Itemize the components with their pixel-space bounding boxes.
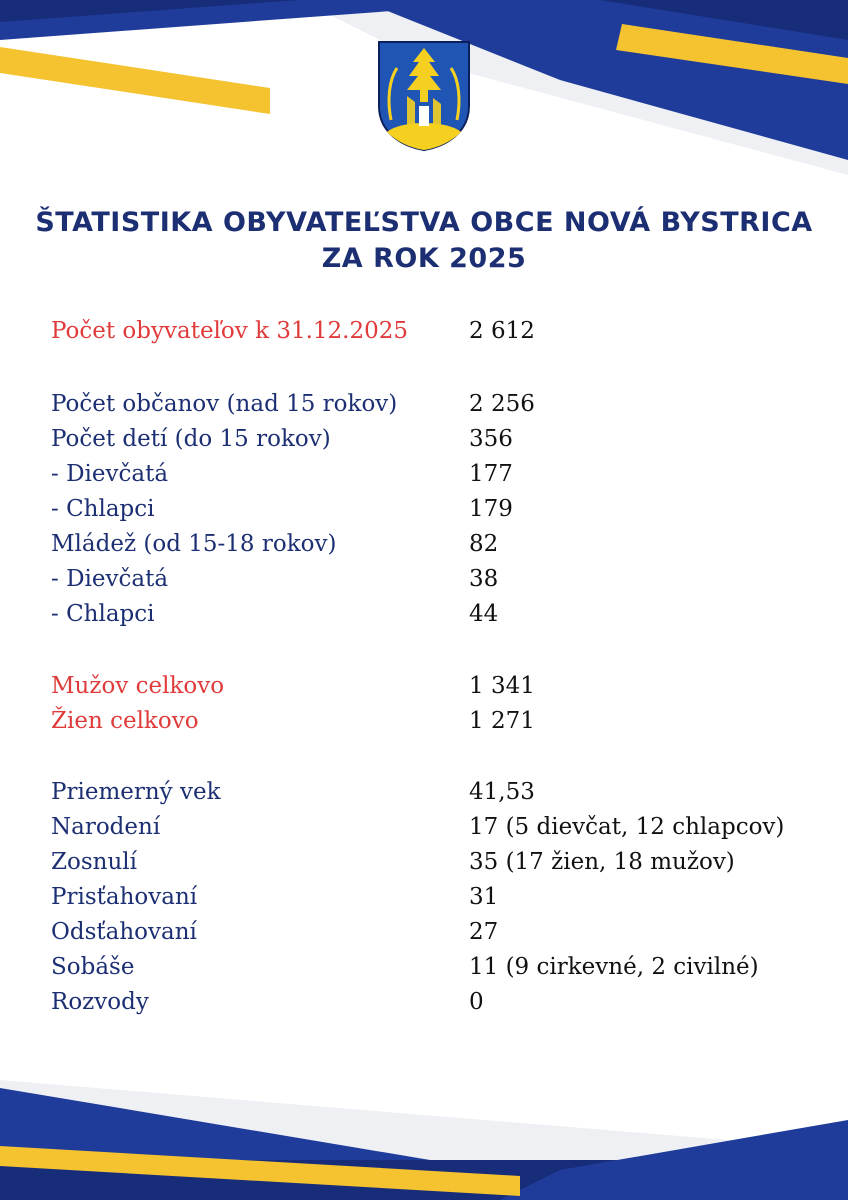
stat-value: 2 612	[469, 318, 535, 344]
stat-row	[51, 919, 811, 954]
stat-row	[51, 496, 811, 531]
stat-label: - Chlapci	[51, 496, 155, 522]
stat-row	[51, 673, 811, 708]
stat-value: 17 (5 dievčat, 12 chlapcov)	[469, 814, 785, 840]
top-right-yellow-bar	[616, 24, 848, 84]
stat-row	[51, 318, 811, 353]
stat-row	[51, 391, 811, 426]
bottom-dark-band	[0, 1160, 848, 1200]
stat-row	[51, 566, 811, 601]
stat-value: 82	[469, 531, 499, 557]
stat-value: 1 341	[469, 673, 535, 699]
top-right-dark-band	[600, 0, 848, 40]
stat-row	[51, 814, 811, 849]
bottom-right-blue-band	[500, 1120, 848, 1200]
title-line-2: ZA ROK 2025	[321, 243, 527, 274]
stat-label: - Chlapci	[51, 601, 155, 627]
stat-value: 11 (9 cirkevné, 2 civilné)	[469, 954, 759, 980]
stat-value: 2 256	[469, 391, 535, 417]
stat-label: Mládež (od 15-18 rokov)	[51, 531, 337, 557]
stat-row	[51, 954, 811, 989]
stat-row	[51, 426, 811, 461]
stat-value: 179	[469, 496, 513, 522]
stat-value: 38	[469, 566, 499, 592]
stat-label: Mužov celkovo	[51, 673, 225, 699]
stat-label: Žien celkovo	[51, 708, 199, 734]
stat-label: Priemerný vek	[51, 779, 221, 805]
stat-label: Odsťahovaní	[51, 919, 197, 945]
stat-row	[51, 708, 811, 743]
stat-value: 27	[469, 919, 499, 945]
stat-label: Sobáše	[51, 954, 135, 980]
stat-value: 31	[469, 884, 499, 910]
top-left-dark-band	[0, 0, 300, 22]
stat-row	[51, 849, 811, 884]
stat-value: 41,53	[469, 779, 535, 805]
stat-label: Narodení	[51, 814, 161, 840]
stat-row	[51, 779, 811, 814]
stat-value: 1 271	[469, 708, 535, 734]
stat-row	[51, 884, 811, 919]
top-left-yellow-bar	[0, 47, 270, 114]
stat-row	[51, 989, 811, 1024]
stat-value: 177	[469, 461, 513, 487]
stat-value: 0	[469, 989, 484, 1015]
stat-row	[51, 461, 811, 496]
page-title	[0, 205, 848, 277]
bottom-shadow-band	[0, 1080, 848, 1200]
stat-label: Zosnulí	[51, 849, 137, 875]
stat-row	[51, 531, 811, 566]
stat-label: - Dievčatá	[51, 461, 169, 487]
stat-value: 35 (17 žien, 18 mužov)	[469, 849, 735, 875]
stat-label: Prisťahovaní	[51, 884, 198, 910]
stat-label: Rozvody	[51, 989, 149, 1015]
top-left-blue-band	[0, 0, 540, 40]
stat-label: - Dievčatá	[51, 566, 169, 592]
stat-row	[51, 601, 811, 636]
stat-label: Počet občanov (nad 15 rokov)	[51, 391, 398, 417]
stat-value: 44	[469, 601, 499, 627]
bottom-yellow-bar	[0, 1146, 520, 1196]
stat-label: Počet obyvateľov k 31.12.2025	[51, 318, 409, 344]
bottom-left-blue-band	[0, 1088, 430, 1160]
stat-label: Počet detí (do 15 rokov)	[51, 426, 331, 452]
coat-of-arms-icon	[377, 40, 471, 152]
stat-value: 356	[469, 426, 513, 452]
title-line-1: ŠTATISTIKA OBYVATEĽSTVA OBCE NOVÁ BYSTRICA	[35, 207, 813, 238]
